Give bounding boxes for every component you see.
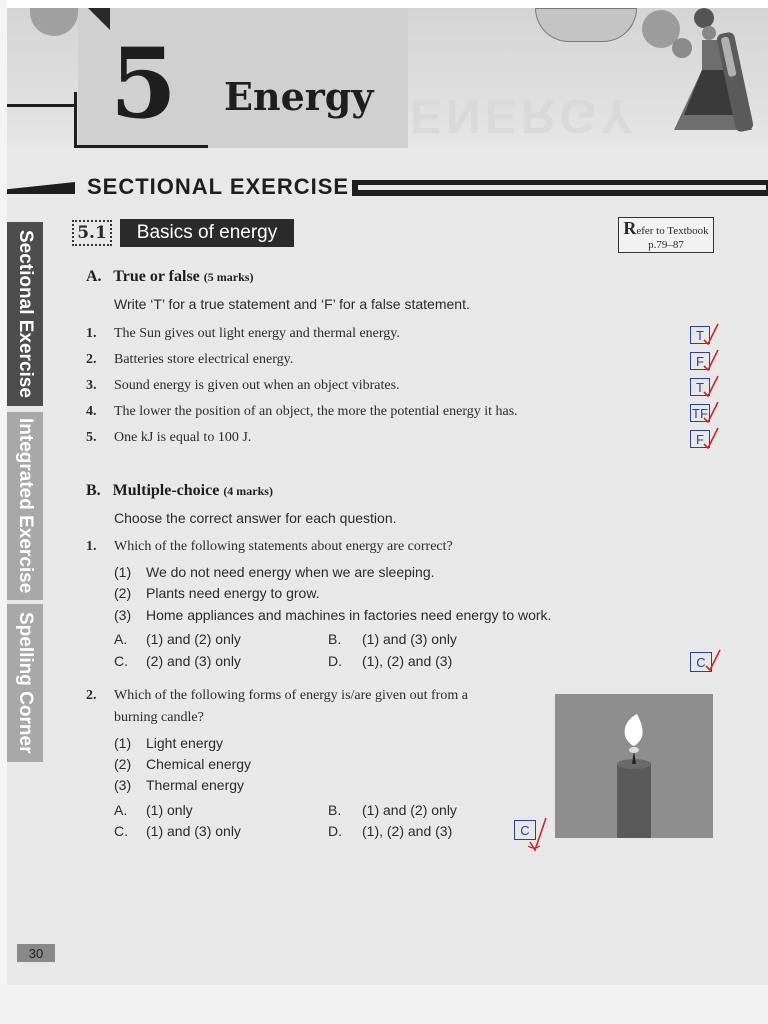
red-tick-icon	[702, 374, 720, 398]
scan-margin-left	[0, 0, 7, 1024]
option-letter[interactable]: A.	[114, 802, 128, 818]
header-rule-left	[7, 104, 77, 107]
part-letter: B.	[86, 482, 101, 499]
header-rule-bottom	[74, 145, 208, 148]
scan-margin-bottom	[0, 985, 768, 1024]
option-text[interactable]: (1) and (2) only	[362, 802, 457, 818]
part-a-instruction: Write ‘T’ for a true statement and ‘F’ for a false statement.	[114, 296, 470, 312]
option-text[interactable]: (1) and (3) only	[146, 823, 241, 839]
section-title: SECTIONAL EXERCISE	[87, 174, 350, 199]
answer-box[interactable]: C	[690, 652, 712, 672]
unit-title: Basics of energy	[120, 219, 294, 247]
red-tick-icon	[702, 400, 720, 424]
answer-box[interactable]: TF	[690, 404, 710, 422]
answer-box[interactable]: T	[690, 378, 710, 396]
side-tab-label: Spelling Corner	[15, 612, 36, 754]
part-title: True or false	[113, 268, 200, 285]
question-text: Which of the following statements about energy are correct?	[114, 539, 453, 554]
refer-to-textbook-box	[618, 217, 714, 253]
burning-candle-image	[555, 694, 713, 838]
refer-text: efer to Textbook	[636, 225, 709, 237]
decorative-bubble	[694, 8, 714, 28]
option-letter[interactable]: B.	[328, 631, 342, 647]
statement-text: Home appliances and machines in factories need energy to work.	[146, 607, 552, 623]
item-number: 1.	[86, 326, 97, 341]
side-tab-label: Integrated Exercise	[15, 418, 36, 594]
statement-text: Chemical energy	[146, 756, 252, 772]
item-number: 2.	[86, 352, 97, 367]
statement-text: The lower the position of an object, the more the potential energy it has.	[114, 404, 518, 419]
scan-margin-top	[0, 0, 768, 8]
statement-text: Batteries store electrical energy.	[114, 352, 294, 367]
chapter-number: 5	[110, 27, 177, 140]
statement-number: (1)	[114, 564, 132, 580]
answer-box[interactable]: F	[690, 352, 710, 370]
option-letter[interactable]: C.	[114, 653, 128, 669]
statement-text: Plants need energy to grow.	[146, 585, 320, 601]
statement-text: Sound energy is given out when an object vibrates.	[114, 378, 400, 393]
statement-text: Light energy	[146, 735, 224, 751]
header-mirror-text: ENERGY	[410, 89, 637, 142]
option-text[interactable]: (1) and (2) only	[146, 631, 241, 647]
statement-text: We do not need energy when we are sleeping.	[146, 564, 435, 580]
red-tick-icon	[704, 648, 722, 672]
question-number: 2.	[86, 688, 97, 703]
option-letter[interactable]: A.	[114, 631, 128, 647]
option-letter[interactable]: B.	[328, 802, 342, 818]
part-b-heading	[86, 482, 273, 500]
option-letter[interactable]: D.	[328, 653, 342, 669]
red-tick-icon	[702, 322, 720, 346]
statement-number: (2)	[114, 756, 132, 772]
option-text[interactable]: (1) only	[146, 802, 193, 818]
item-number: 3.	[86, 378, 97, 393]
section-bar	[352, 180, 768, 196]
red-tick-icon	[528, 816, 548, 856]
statement-number: (1)	[114, 735, 132, 751]
section-heading	[7, 172, 768, 202]
option-text[interactable]: (1), (2) and (3)	[362, 653, 453, 669]
red-tick-icon	[702, 426, 720, 450]
option-letter[interactable]: D.	[328, 823, 342, 839]
flask-icon	[672, 30, 762, 140]
answer-box[interactable]: F	[690, 430, 710, 448]
header-rule-vertical	[74, 92, 77, 146]
part-marks: (5 marks)	[203, 270, 254, 284]
part-b-instruction: Choose the correct answer for each question.	[114, 510, 397, 526]
red-tick-icon	[702, 348, 720, 372]
unit-number: 5.1	[72, 220, 112, 246]
statement-number: (2)	[114, 585, 132, 601]
side-tab-sectional-exercise[interactable]	[7, 222, 43, 406]
page-number: 30	[17, 944, 55, 962]
option-text[interactable]: (2) and (3) only	[146, 653, 241, 669]
refer-pages: p.79–87	[648, 239, 684, 251]
side-tab-integrated-exercise[interactable]	[7, 412, 43, 600]
answer-box[interactable]: T	[690, 326, 710, 344]
part-letter: A.	[86, 268, 102, 285]
statement-text: One kJ is equal to 100 J.	[114, 430, 252, 445]
side-tab-spelling-corner[interactable]	[7, 604, 43, 762]
part-title: Multiple-choice	[112, 482, 220, 499]
answer-box[interactable]: C	[514, 820, 536, 840]
question-text-line1: Which of the following forms of energy is/are given out from a	[114, 688, 468, 703]
statement-text: Thermal energy	[146, 777, 245, 793]
chapter-title: Energy	[224, 74, 374, 119]
statement-number: (3)	[114, 777, 132, 793]
question-number: 1.	[86, 539, 97, 554]
refer-initial: R	[623, 218, 637, 238]
item-number: 5.	[86, 430, 97, 445]
option-letter[interactable]: C.	[114, 823, 128, 839]
side-tab-label: Sectional Exercise	[15, 230, 36, 398]
section-wedge	[7, 182, 75, 194]
statement-number: (3)	[114, 607, 132, 623]
part-a-heading	[86, 268, 253, 286]
option-text[interactable]: (1) and (3) only	[362, 631, 457, 647]
item-number: 4.	[86, 404, 97, 419]
option-text[interactable]: (1), (2) and (3)	[362, 823, 453, 839]
statement-text: The Sun gives out light energy and thermal energy.	[114, 326, 400, 341]
part-marks: (4 marks)	[223, 484, 273, 498]
question-text-line2: burning candle?	[114, 710, 204, 725]
